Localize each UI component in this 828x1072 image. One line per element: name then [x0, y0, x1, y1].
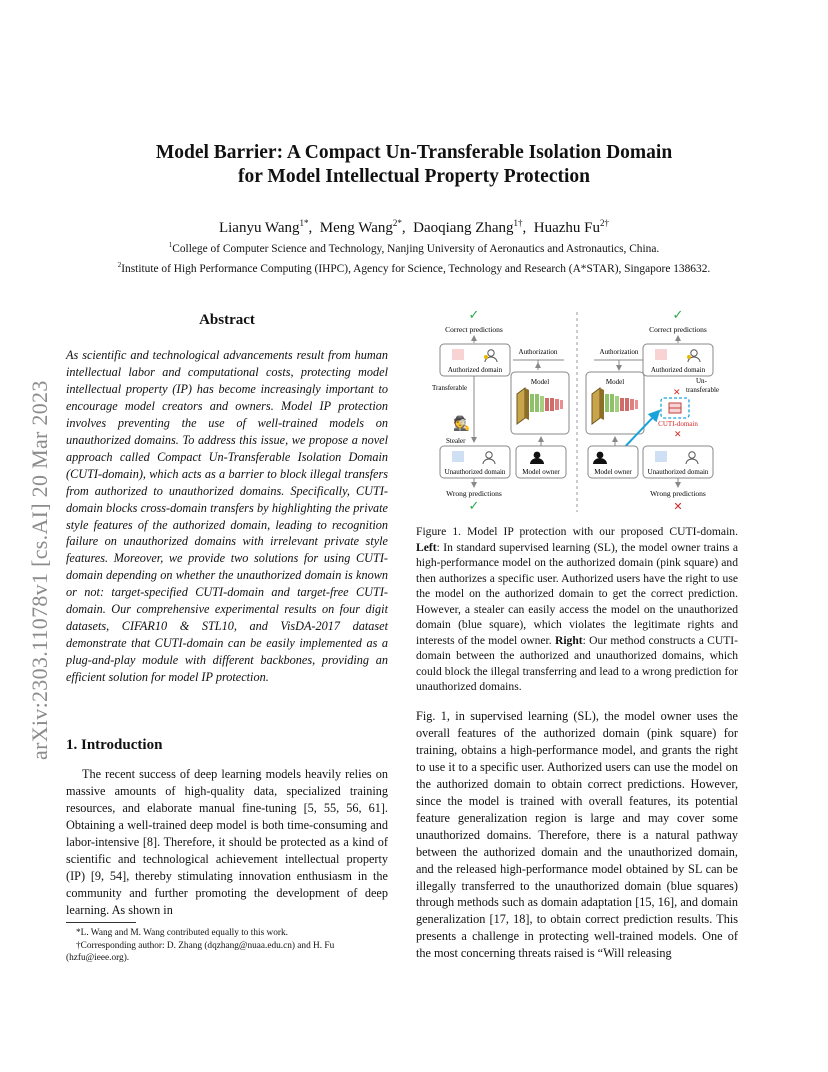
- label-authorization: Authorization: [518, 348, 558, 356]
- caption-lead: Figure 1. Model IP protection with our proposed CUTI-domain.: [416, 525, 738, 538]
- author-name: Daoqiang Zhang: [413, 220, 514, 236]
- affiliation-text: College of Computer Science and Technology, Nanjing University of Aeronautics and Astronautics, China.: [172, 242, 660, 255]
- check-icon: ✓: [468, 498, 480, 513]
- footnote-2: †Corresponding author: D. Zhang (dqzhang@nuaa.edu.cn) and H. Fu (hzfu@ieee.org).: [66, 940, 335, 963]
- footnote-rule: [66, 922, 136, 923]
- paper-title-line1: Model Barrier: A Compact Un-Transferable Isolation Domain: [155, 142, 673, 163]
- author-name: Huazhu Fu: [533, 220, 601, 236]
- owner-icon: [534, 452, 541, 459]
- label-model: Model: [530, 378, 550, 386]
- caption-left-label: Left: [416, 540, 437, 554]
- author-sup: 1*: [299, 218, 309, 228]
- label-unauthorized-domain: Unauthorized domain: [444, 468, 506, 476]
- pink-square-icon: [452, 349, 464, 360]
- label-model: Model: [605, 378, 625, 386]
- affiliation-1: [0, 241, 828, 255]
- arxiv-stamp: arXiv:2303.11078v1 [cs.AI] 20 Mar 2023: [27, 380, 52, 760]
- label-authorized-domain: Authorized domain: [447, 366, 503, 374]
- caption-right-text: : Our method constructs a CUTI-domain between the authorized and unauthorized domains, which could block the illegal transferring and lead to a wrong prediction for unauthorized domains.: [416, 633, 739, 693]
- label-correct-predictions: Correct predictions: [445, 325, 503, 334]
- author-name: Meng Wang: [319, 220, 393, 236]
- cross-icon: ✕: [673, 501, 683, 513]
- pink-square-icon: [655, 349, 667, 360]
- blue-square-icon: [452, 451, 464, 462]
- label-authorization: Authorization: [599, 348, 639, 356]
- label-cuti-domain: CUTI-domain: [658, 420, 698, 428]
- author-name: Lianyu Wang: [218, 220, 300, 236]
- footnotes: [66, 927, 388, 965]
- intro-text: The recent success of deep learning models heavily relies on massive amounts of high-quality data, specialized training resources, and elaborate manual fine-tuning [5, 55, 56, 61]. Obtaining a well-trained deep model is both time-consuming and labor-intensive [8]. Therefore, it should be protected as a kind of scientific and technological achievement intellectual property (IP) [9, 54], thereby stimulating innovation enthusiasm in the community and further promoting the development of deep learning. As shown in: [66, 767, 388, 917]
- label-stealer: Stealer: [446, 437, 466, 445]
- author-sup: 2*: [392, 218, 402, 228]
- blue-square-icon: [655, 451, 667, 462]
- owner-icon: [597, 452, 604, 459]
- cross-icon: ✕: [673, 387, 681, 397]
- label-transferable-right: transferable: [686, 386, 720, 394]
- figure-1: [416, 308, 738, 516]
- cross-icon: ✕: [674, 429, 682, 439]
- author-sup: 2†: [600, 218, 610, 228]
- abstract-body: As scientific and technological advancements result from human intellectual labor and computational costs, protecting model intellectual property (IP) has become increasingly important to encourage model creators and owners. Model IP protection involves preventing the use of well-trained models on unauthorized domains. To address this issue, we propose a novel approach called Compact Un-Transferable Isolation Domain (CUTI-domain), which acts as a barrier to block illegal transfers from authorized to unauthorized domains. Specifically, CUTI-domain blocks cross-domain transfers by highlighting the private style features of the authorized domain, leading to recognition failure on unauthorized domains with irrelevant private style features. Moreover, we provide two solutions for using CUTI-domain depending on whether the unauthorized domain is known or not: target-specified CUTI-domain and target-free CUTI-domain. Our comprehensive experimental results on four digit datasets, CIFAR10 & STL10, and VisDA-2017 dataset demonstrate that CUTI-domain can be easily implemented as a plug-and-play module with different backbones, providing an efficient solution for model IP protection.: [66, 348, 388, 685]
- figure-1-diagram: [416, 308, 738, 516]
- label-unauthorized-domain: Unauthorized domain: [647, 468, 709, 476]
- paper-title-line2: for Model Intellectual Property Protection: [238, 166, 590, 187]
- author-sup: 1†: [513, 218, 523, 228]
- intro-paragraph: [66, 766, 388, 919]
- affiliation-sup: 1: [168, 241, 173, 249]
- label-model-owner: Model owner: [522, 468, 560, 476]
- caption-left-text: : In standard supervised learning (SL), the model owner trains a high-performance model on the authorized domain (pink square) and then authorizes a specific user. Authorized users have the right to use the model on the authorized domain to get the correct prediction. However, a stealer can easily access the model on the unauthorized domain (blue square), which violates the legitimate rights and interests of the model owner.: [416, 540, 738, 647]
- check-icon: ✓: [672, 308, 684, 322]
- author-list: Lianyu Wang$^{1*}$, Meng Wang$^{2*}$, Daoqiang Zhang$^{1\dagger}$, Huazhu $Fu^{2\dagger}$: [218, 218, 610, 236]
- abstract-heading: Abstract: [199, 312, 255, 328]
- label-authorized-domain: Authorized domain: [650, 366, 706, 374]
- label-wrong-predictions: Wrong predictions: [446, 489, 502, 498]
- label-wrong-predictions: Wrong predictions: [650, 489, 706, 498]
- affiliation-text: Institute of High Performance Computing (IHPC), Agency for Science, Technology and Research (A*STAR), Singapore 138632.: [121, 262, 711, 275]
- stealer-icon: 🕵: [453, 417, 471, 432]
- label-correct-predictions: Correct predictions: [649, 325, 707, 334]
- figure-caption: [416, 524, 738, 695]
- footnote-1: *L. Wang and M. Wang contributed equally to this work.: [76, 928, 288, 938]
- caption-right-label: Right: [554, 633, 583, 647]
- check-icon: ✓: [468, 308, 480, 322]
- affiliation-sup: 2: [117, 261, 122, 269]
- label-un: Un-: [696, 377, 707, 385]
- right-column-paragraph: Fig. 1, in supervised learning (SL), the model owner uses the overall features of the authorized domain (pink square) for training, obtains a high-performance model, and grants the right to use it to a specific user. Authorized users can use the model on the authorized domain to obtain correct predictions. However, since the model is trained with overall features, its potential feature generalization region is large and may cover some unauthorized domains. Therefore, there is a natural pathway between the authorized domain and the unauthorized domain, and the released high-performance model obtained by SL can be illegally transferred to the unauthorized domain (blue squares) through methods such as domain adaptation [15, 16], and domain generalization [17, 18], to obtain correct prediction results. This presents a challenge in protecting well-trained models. One of the most concerning threats raised is “Will releasing: [416, 709, 738, 961]
- affiliation-2: [0, 261, 828, 275]
- section-heading: 1. Introduction: [66, 737, 163, 753]
- label-model-owner: Model owner: [594, 468, 632, 476]
- label-transferable: Transferable: [432, 384, 468, 392]
